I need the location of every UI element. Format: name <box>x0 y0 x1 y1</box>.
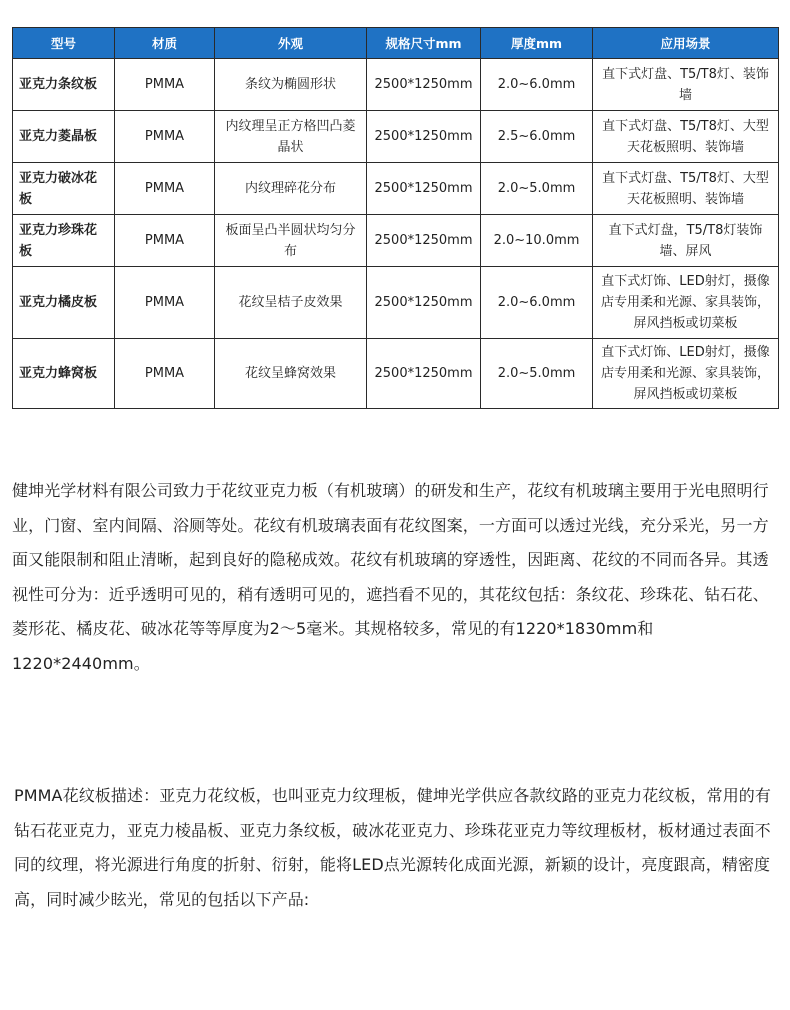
cell-appearance: 内纹理碎花分布 <box>215 163 367 215</box>
table-row <box>13 59 779 111</box>
cell-model: 亚克力菱晶板 <box>13 111 115 163</box>
header-material: 材质 <box>115 28 215 59</box>
cell-model: 亚克力蜂窝板 <box>13 339 115 409</box>
spec-table <box>12 27 779 409</box>
cell-application: 直下式灯盘，T5/T8灯装饰墙、屏风 <box>593 215 779 267</box>
cell-material: PMMA <box>115 215 215 267</box>
table-row <box>13 339 779 409</box>
table-row <box>13 267 779 339</box>
description-paragraph: PMMA花纹板描述：亚克力花纹板，也叫亚克力纹理板，健坤光学供应各款纹路的亚克力花纹板，常用的有钻石花亚克力，亚克力棱晶板、亚克力条纹板，破冰花亚克力、珍珠花亚克力等纹理板材，板材通过表面不同的纹理，将光源进行角度的折射、衍射，能将LED点光源转化成面光源，新颖的设计，亮度跟高，精密度高，同时减少眩光，常见的包括以下产品: <box>14 786 772 909</box>
cell-size: 2500*1250mm <box>367 215 481 267</box>
cell-thickness: 2.0~10.0mm <box>481 215 593 267</box>
cell-material: PMMA <box>115 163 215 215</box>
cell-application: 直下式灯盘、T5/T8灯、装饰墙 <box>593 59 779 111</box>
header-thickness: 厚度mm <box>481 28 593 59</box>
intro-paragraph: 健坤光学材料有限公司致力于花纹亚克力板（有机玻璃）的研发和生产，花纹有机玻璃主要用于光电照明行业，门窗、室内间隔、浴厕等处。花纹有机玻璃表面有花纹图案，一方面可以透过光线，充分采光，另一方面又能限制和阻止清晰，起到良好的隐秘成效。花纹有机玻璃的穿透性，因距离、花纹的不同而各异。其透视性可分为：近乎透明可见的，稍有透明可见的，遮挡看不见的，其花纹包括：条纹花、珍珠花、钻石花、菱形花、橘皮花、破冰花等等厚度为2～5毫米。其规格较多，常见的有1220*1830mm和1220*2440mm。 <box>12 481 769 673</box>
cell-appearance: 花纹呈蜂窝效果 <box>215 339 367 409</box>
cell-size: 2500*1250mm <box>367 59 481 111</box>
header-size: 规格尺寸mm <box>367 28 481 59</box>
cell-appearance: 条纹为椭圆形状 <box>215 59 367 111</box>
cell-material: PMMA <box>115 267 215 339</box>
cell-application: 直下式灯饰、LED射灯，摄像店专用柔和光源、家具装饰，屏风挡板或切菜板 <box>593 267 779 339</box>
cell-material: PMMA <box>115 339 215 409</box>
header-appearance: 外观 <box>215 28 367 59</box>
cell-thickness: 2.5~6.0mm <box>481 111 593 163</box>
cell-thickness: 2.0~5.0mm <box>481 163 593 215</box>
cell-appearance: 内纹理呈正方格凹凸菱晶状 <box>215 111 367 163</box>
cell-size: 2500*1250mm <box>367 111 481 163</box>
table-header-row <box>13 28 779 59</box>
cell-model: 亚克力破冰花板 <box>13 163 115 215</box>
cell-size: 2500*1250mm <box>367 339 481 409</box>
cell-application: 直下式灯盘、T5/T8灯、大型天花板照明、装饰墙 <box>593 163 779 215</box>
table-row <box>13 111 779 163</box>
cell-appearance: 板面呈凸半圆状均匀分布 <box>215 215 367 267</box>
cell-application: 直下式灯盘、T5/T8灯、大型天花板照明、装饰墙 <box>593 111 779 163</box>
cell-model: 亚克力条纹板 <box>13 59 115 111</box>
header-application: 应用场景 <box>593 28 779 59</box>
cell-appearance: 花纹呈桔子皮效果 <box>215 267 367 339</box>
header-model: 型号 <box>13 28 115 59</box>
cell-size: 2500*1250mm <box>367 163 481 215</box>
cell-material: PMMA <box>115 111 215 163</box>
table-row <box>13 215 779 267</box>
cell-thickness: 2.0~6.0mm <box>481 59 593 111</box>
table-row <box>13 163 779 215</box>
cell-thickness: 2.0~5.0mm <box>481 339 593 409</box>
cell-model: 亚克力珍珠花板 <box>13 215 115 267</box>
cell-material: PMMA <box>115 59 215 111</box>
cell-model: 亚克力橘皮板 <box>13 267 115 339</box>
cell-size: 2500*1250mm <box>367 267 481 339</box>
cell-application: 直下式灯饰、LED射灯，摄像店专用柔和光源、家具装饰，屏风挡板或切菜板 <box>593 339 779 409</box>
cell-thickness: 2.0~6.0mm <box>481 267 593 339</box>
